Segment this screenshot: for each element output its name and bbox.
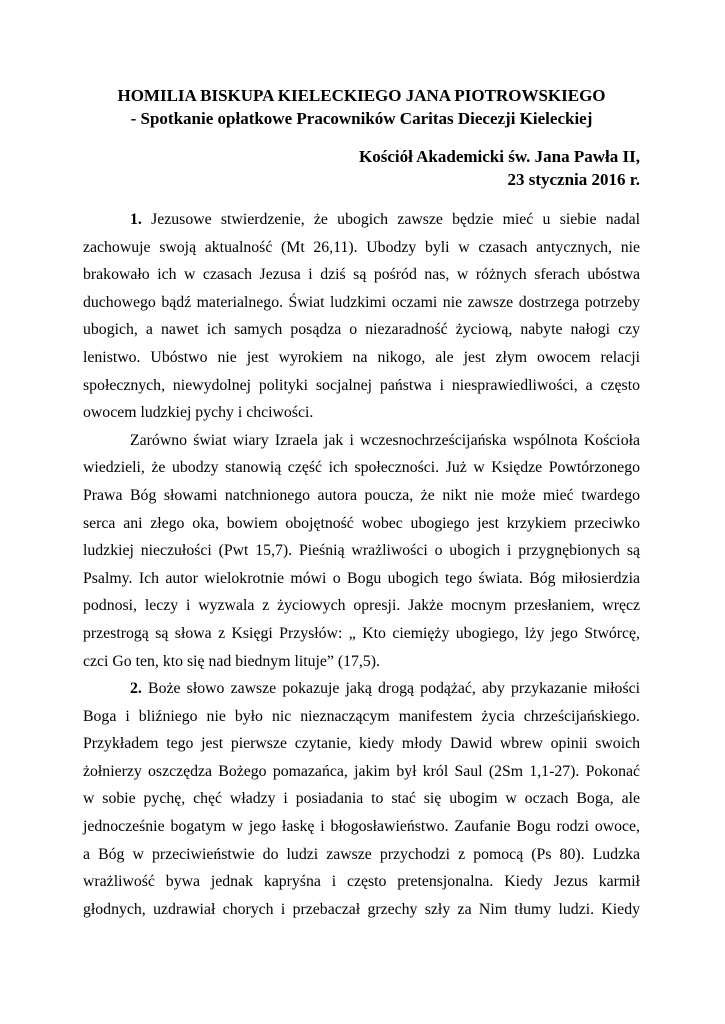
homily-date: 23 stycznia 2016 r. (507, 170, 640, 189)
document-subtitle: - Spotkanie opłatkowe Pracowników Caritas Diecezji Kieleckiej (130, 109, 593, 128)
paragraph-2 (83, 427, 640, 675)
text-line: duchowego bądź materialnego. Świat ludzkimi oczami nie zawsze dostrzega potrzeby (83, 293, 640, 311)
text-line: zachowuje swoją aktualność (Mt 26,11). Ubodzy byli w czasach antycznych, nie (83, 238, 640, 256)
text-line: Psalmy. Ich autor wielokrotnie mówi o Bogu ubogich tego świata. Bóg miłosierdzia (83, 569, 640, 587)
text-line: jednocześnie bogatym w jego łaskę i błogosławieństwo. Zaufanie Bogu rodzi owoce, (83, 818, 640, 836)
section-number: 1. (130, 211, 142, 228)
text-line: wrażliwość bywa jednak kapryśna i często pretensjonalna. Kiedy Jezus karmił (83, 873, 640, 891)
line-text: Jezusowe stwierdzenie, że ubogich zawsze będzie mieć u siebie nadal (151, 211, 640, 228)
venue-block (83, 145, 640, 191)
text-line: Przykładem tego jest pierwsze czytanie, kiedy młody Dawid wbrew opinii swoich (83, 735, 640, 753)
text-line: w sobie pychę, chęć władzy i posiadania to stać się ubogim w oczach Boga, ale (83, 790, 640, 808)
text-line: ludzkiej nieczułości (Pwt 15,7). Pieśnią wrażliwości o ubogich i przygnębionych są (83, 542, 640, 560)
text-line: podnosi, leczy i wyzwala z życiowych opresji. Jakże mocnym przesłaniem, wręcz (83, 597, 640, 615)
text-line: serca ani złego oka, bowiem obojętność wobec ubogiego jest krzykiem przeciwko (83, 514, 640, 532)
text-line (83, 206, 640, 234)
paragraph-3 (83, 675, 640, 923)
text-line: a Bóg w przeciwieństwie do ludzi zawsze przychodzi z pomocą (Ps 80). Ludzka (83, 845, 640, 863)
text-line: przestrogą są słowa z Księgi Przysłów: „ Kto ciemięży ubogiego, lży jego Stwórcę, (83, 624, 640, 642)
text-line: żołnierzy oszczędza Bożego pomazańca, jakim był król Saul (2Sm 1,1-27). Pokonać (83, 762, 640, 780)
paragraph-1 (83, 206, 640, 427)
section-number: 2. (130, 680, 142, 698)
text-line: głodnych, uzdrawiał chorych i przebaczał grzechy szły za Nim tłumy ludzi. Kiedy (83, 900, 640, 918)
document-title: HOMILIA BISKUPA KIELECKIEGO JANA PIOTROWSKIEGO (117, 86, 606, 105)
venue-name: Kościół Akademicki św. Jana Pawła II, (358, 147, 640, 166)
text-line: wiedzieli, że ubodzy stanowią część ich społeczności. Już w Księdze Powtórzonego (83, 459, 640, 477)
text-line: ubogich, a nawet ich samych posądza o niezaradność życiową, nabyte nałogi czy (83, 321, 640, 339)
text-line: owocem ludzkiej pychy i chciwości. (83, 404, 314, 422)
line-text: Boże słowo zawsze pokazuje jaką drogą podążać, aby przykazanie miłości (148, 680, 641, 698)
homily-heading (83, 84, 640, 130)
text-line: Prawa Bóg słowami natchnionego autora poucza, że nikt nie może mieć twardego (83, 486, 640, 504)
text-line: brakowało ich w czasach Jezusa i dziś są pośród nas, w różnych sferach ubóstwa (83, 266, 640, 284)
text-line: Boga i bliźniego nie było nic nieznaczącym manifestem życia chrześcijańskiego. (83, 707, 640, 725)
text-line: społecznych, niewydolnej polityki socjalnej państwa i niesprawiedliwości, a często (83, 376, 640, 394)
text-line (83, 675, 640, 703)
text-line: Zarówno świat wiary Izraela jak i wczesnochrześcijańska wspólnota Kościoła (130, 431, 640, 449)
text-line: lenistwo. Ubóstwo nie jest wyrokiem na nikogo, ale jest złym owocem relacji (83, 348, 640, 366)
text-line: czci Go ten, kto się nad biednym lituje” (17,5). (83, 652, 380, 670)
homily-body (83, 206, 640, 923)
